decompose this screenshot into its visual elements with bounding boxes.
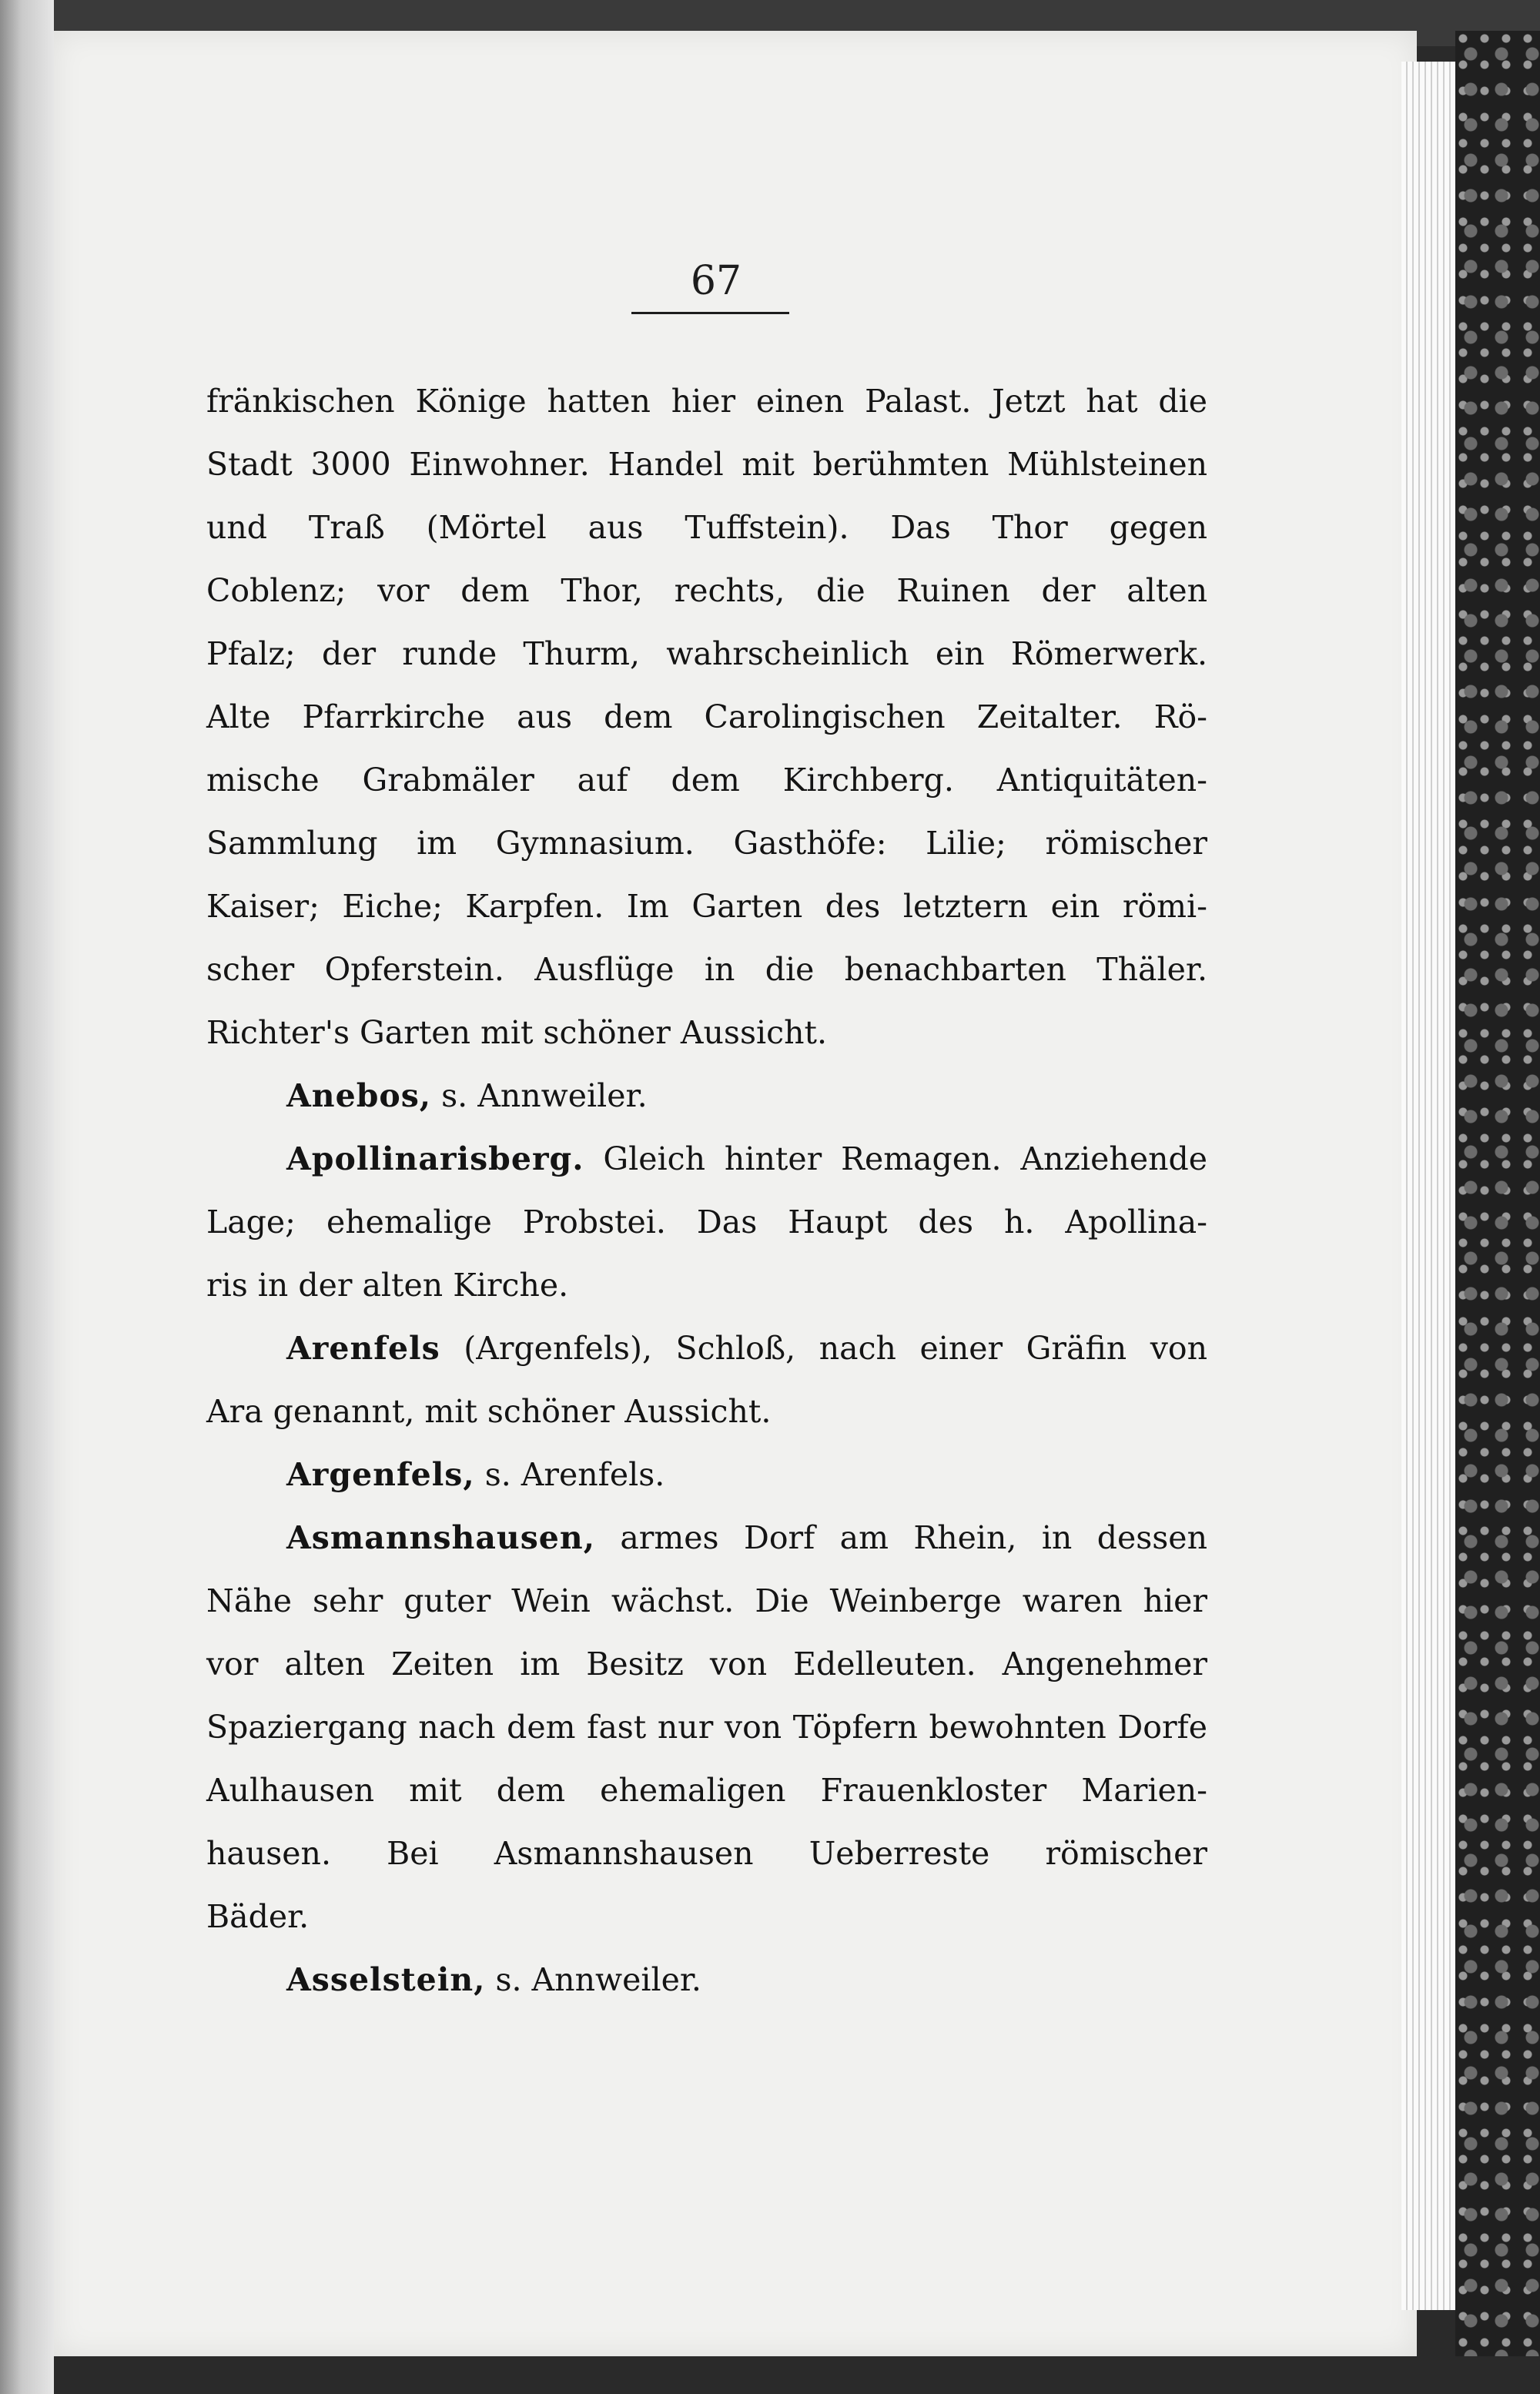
- text-line: Pfalz; der runde Thurm, wahrscheinlich ein Römerwerk.: [206, 635, 1207, 672]
- text-line: fränkischen Könige hatten hier einen Palast. Jetzt hat die: [206, 383, 1207, 420]
- text-line: Lage; ehemalige Probstei. Das Haupt des h. Apollina-: [206, 1204, 1207, 1241]
- page-number: 67: [690, 258, 742, 304]
- entry-line: Asmannshausen, armes Dorf am Rhein, in dessen: [286, 1519, 1207, 1556]
- entry-line: Asselstein, s. Annweiler.: [286, 1961, 701, 1998]
- text-line: Richter's Garten mit schöner Aussicht.: [206, 1014, 827, 1051]
- header-rule: [631, 312, 789, 314]
- text-line: und Traß (Mörtel aus Tuffstein). Das Thor gegen: [206, 509, 1207, 546]
- entry-line: Argenfels, s. Arenfels.: [286, 1456, 665, 1493]
- body-text: [206, 370, 1207, 2011]
- text-line: Alte Pfarrkirche aus dem Carolingischen Zeitalter. Rö-: [206, 698, 1207, 735]
- page-stack-edges: [1401, 62, 1455, 2310]
- text-line: mische Grabmäler auf dem Kirchberg. Antiquitäten-: [206, 762, 1207, 799]
- text-line: Sammlung im Gymnasium. Gasthöfe: Lilie; römischer: [206, 825, 1207, 862]
- text-line: vor alten Zeiten im Besitz von Edelleuten. Angenehmer: [206, 1646, 1207, 1682]
- text-line: hausen. Bei Asmannshausen Ueberreste römischer: [206, 1835, 1207, 1872]
- text-line: Kaiser; Eiche; Karpfen. Im Garten des letztern ein römi-: [206, 888, 1207, 925]
- text-line: Ara genannt, mit schöner Aussicht.: [206, 1393, 772, 1430]
- entry-headword: Arenfels: [286, 1330, 440, 1367]
- entry-line: Apollinarisberg. Gleich hinter Remagen. Anziehende: [286, 1140, 1207, 1177]
- text-line: Aulhausen mit dem ehemaligen Frauenkloster Marien-: [206, 1772, 1207, 1809]
- entry-headword: Apollinarisberg.: [286, 1140, 584, 1177]
- entry-line: Arenfels (Argenfels), Schloß, nach einer Gräfin von: [286, 1330, 1207, 1367]
- entry-headword: Argenfels,: [286, 1456, 475, 1493]
- text-line: Bäder.: [206, 1898, 310, 1935]
- text-line: scher Opferstein. Ausflüge in die benachbarten Thäler.: [206, 951, 1207, 988]
- text-line: Coblenz; vor dem Thor, rechts, die Ruinen der alten: [206, 572, 1207, 609]
- entry-headword: Anebos,: [286, 1077, 432, 1114]
- marbled-cover: [1455, 31, 1540, 2356]
- text-line: ris in der alten Kirche.: [206, 1267, 569, 1304]
- left-page-edge: [0, 0, 54, 2394]
- text-line: Nähe sehr guter Wein wächst. Die Weinberge waren hier: [206, 1582, 1207, 1619]
- text-line: Stadt 3000 Einwohner. Handel mit berühmten Mühlsteinen: [206, 446, 1207, 483]
- entry-line: Anebos, s. Annweiler.: [286, 1077, 648, 1114]
- entry-headword: Asmannshausen,: [286, 1519, 595, 1556]
- text-line: Spaziergang nach dem fast nur von Töpfern bewohnten Dorfe: [206, 1709, 1207, 1746]
- entry-headword: Asselstein,: [286, 1961, 486, 1998]
